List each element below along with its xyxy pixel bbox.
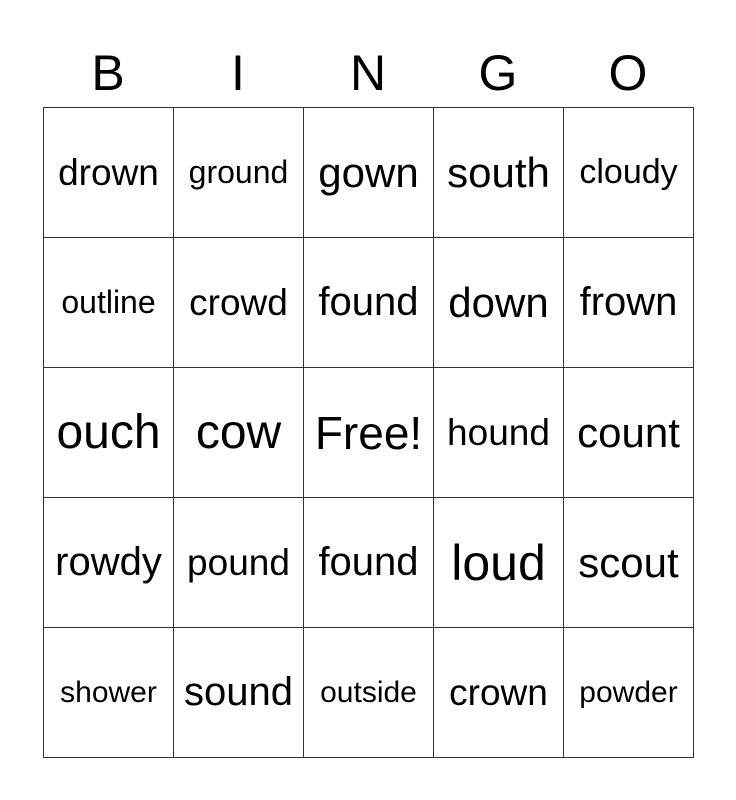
bingo-cell[interactable]: hound <box>434 368 564 498</box>
bingo-cell[interactable]: drown <box>44 108 174 238</box>
bingo-cell[interactable]: down <box>434 238 564 368</box>
bingo-cell[interactable]: loud <box>434 498 564 628</box>
grid-row-2 <box>44 238 694 368</box>
header-letter-g: G <box>478 45 518 101</box>
grid-row-1 <box>44 108 694 238</box>
bingo-cell[interactable]: south <box>434 108 564 238</box>
bingo-cell[interactable]: pound <box>174 498 304 628</box>
bingo-cell[interactable]: frown <box>564 238 694 368</box>
bingo-cell[interactable]: sound <box>174 628 304 758</box>
header-letter-o: O <box>608 45 648 101</box>
grid-row-5 <box>44 628 694 758</box>
bingo-cell[interactable]: outline <box>44 238 174 368</box>
bingo-cell[interactable]: shower <box>44 628 174 758</box>
bingo-cell[interactable]: cloudy <box>564 108 694 238</box>
bingo-grid <box>43 107 694 758</box>
bingo-cell[interactable]: found <box>304 498 434 628</box>
grid-row-4 <box>44 498 694 628</box>
header-letter-i: I <box>231 45 245 101</box>
bingo-cell[interactable]: crown <box>434 628 564 758</box>
bingo-header <box>43 40 693 106</box>
bingo-cell[interactable]: rowdy <box>44 498 174 628</box>
bingo-cell[interactable]: crowd <box>174 238 304 368</box>
header-letter-n: N <box>349 45 387 101</box>
bingo-cell[interactable]: cow <box>174 368 304 498</box>
bingo-cell[interactable]: count <box>564 368 694 498</box>
bingo-cell[interactable]: gown <box>304 108 434 238</box>
bingo-cell[interactable]: ground <box>174 108 304 238</box>
bingo-cell[interactable]: outside <box>304 628 434 758</box>
bingo-cell[interactable]: scout <box>564 498 694 628</box>
header-letter-b: B <box>91 45 125 101</box>
bingo-cell[interactable]: ouch <box>44 368 174 498</box>
free-space-cell[interactable]: Free! <box>304 368 434 498</box>
grid-row-3 <box>44 368 694 498</box>
bingo-cell[interactable]: found <box>304 238 434 368</box>
bingo-cell[interactable]: powder <box>564 628 694 758</box>
